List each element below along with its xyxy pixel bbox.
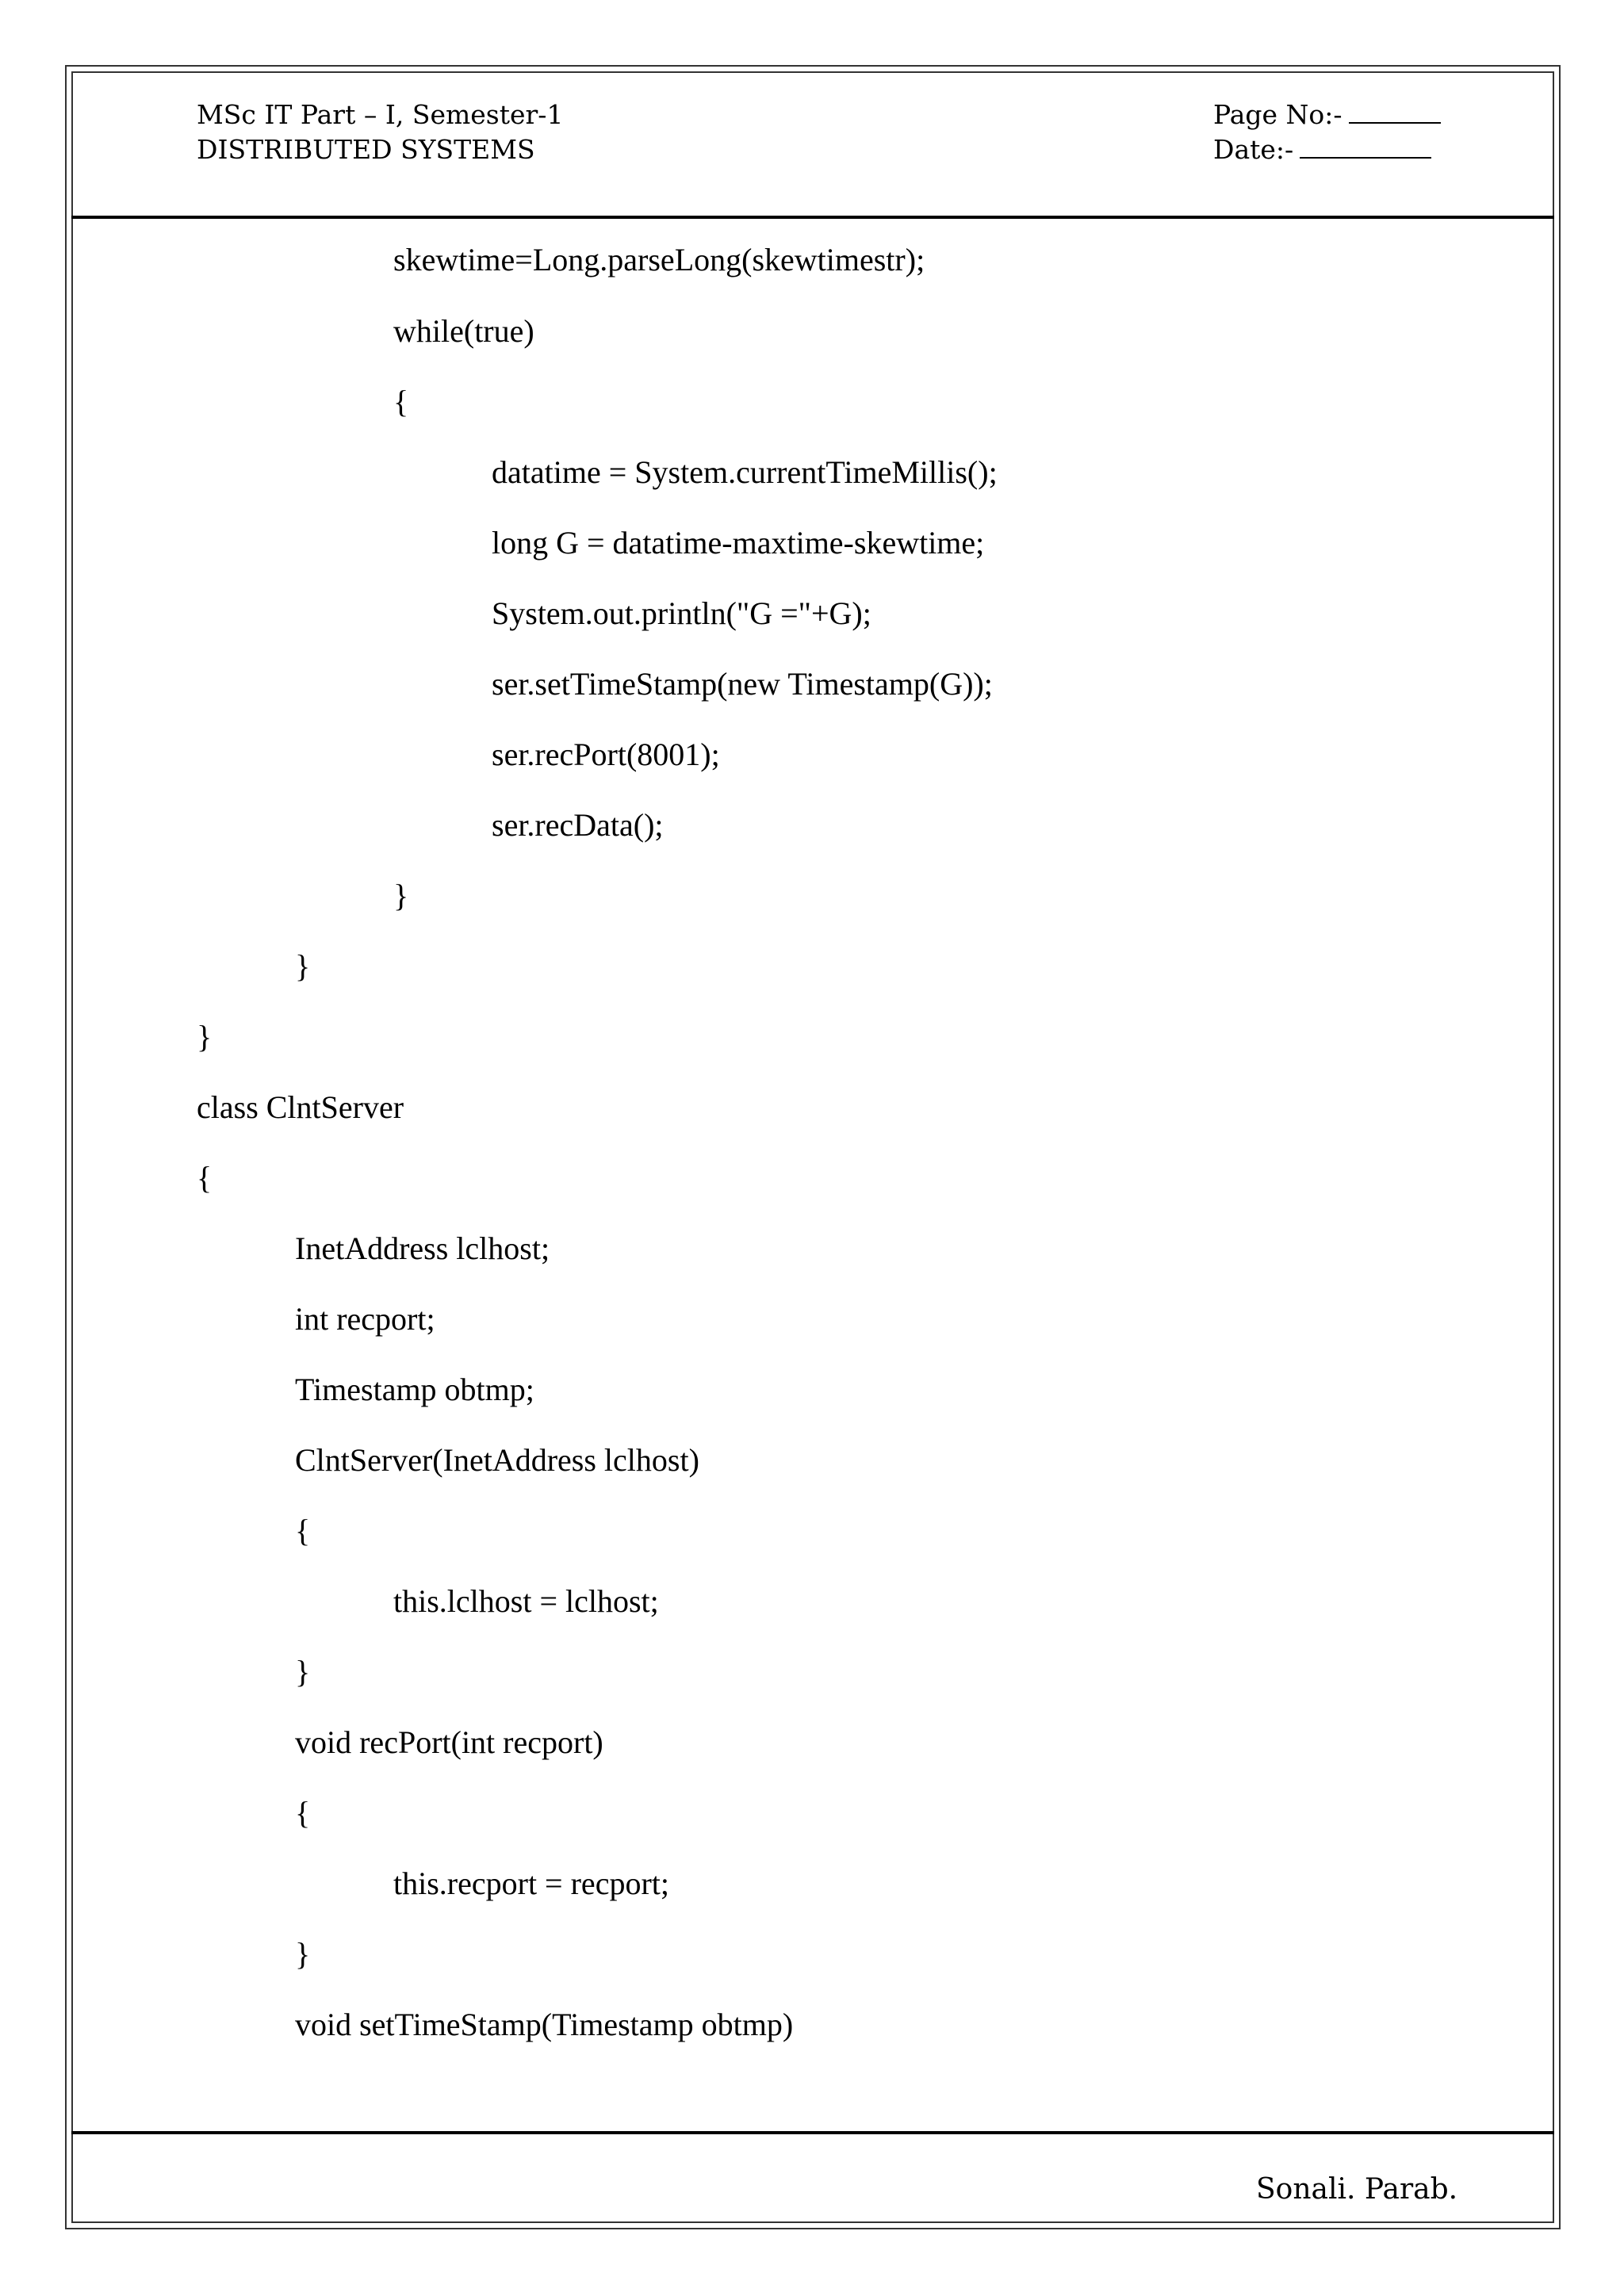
code-line: long G = datatime-maxtime-skewtime; — [492, 525, 985, 561]
page-number-blank — [1349, 117, 1441, 124]
code-line: } — [197, 1019, 213, 1054]
code-line: { — [197, 1160, 213, 1196]
code-line: { — [393, 384, 409, 419]
code-line: void recPort(int recport) — [295, 1724, 603, 1760]
code-line: datatime = System.currentTimeMillis(); — [492, 454, 998, 490]
date-blank — [1300, 152, 1431, 159]
page-number-label: Page No:- — [1213, 99, 1342, 130]
page-number-field — [1213, 101, 1441, 128]
code-line: this.lclhost = lclhost; — [393, 1583, 659, 1619]
code-line: void setTimeStamp(Timestamp obtmp) — [295, 2007, 794, 2042]
code-line: System.out.println("G ="+G); — [492, 595, 871, 631]
code-line: } — [295, 1936, 311, 1972]
code-line: } — [295, 1654, 311, 1689]
code-line: ser.recData(); — [492, 807, 664, 843]
code-line: skewtime=Long.parseLong(skewtimestr); — [393, 242, 925, 277]
author-name: Sonali. Parab. — [1256, 2173, 1458, 2206]
code-line: ser.setTimeStamp(new Timestamp(G)); — [492, 666, 993, 702]
code-line: Timestamp obtmp; — [295, 1372, 534, 1407]
code-line: { — [295, 1513, 311, 1548]
course-title: MSc IT Part – I, Semester-1 — [197, 99, 564, 130]
code-line: this.recport = recport; — [393, 1866, 669, 1901]
footer-divider — [71, 2131, 1554, 2134]
page-inner-border — [71, 71, 1554, 2223]
subject-title: DISTRIBUTED SYSTEMS — [197, 134, 535, 165]
date-field — [1213, 136, 1431, 163]
code-line: } — [393, 878, 409, 913]
code-line: int recport; — [295, 1301, 435, 1337]
code-line: class ClntServer — [197, 1089, 404, 1125]
code-line: InetAddress lclhost; — [295, 1230, 550, 1266]
code-line: while(true) — [393, 313, 534, 349]
code-line: ClntServer(InetAddress lclhost) — [295, 1442, 699, 1478]
header-divider — [71, 216, 1554, 219]
date-label: Date:- — [1213, 134, 1294, 165]
code-line: } — [295, 948, 311, 984]
code-line: ser.recPort(8001); — [492, 737, 720, 772]
code-line: { — [295, 1795, 311, 1831]
